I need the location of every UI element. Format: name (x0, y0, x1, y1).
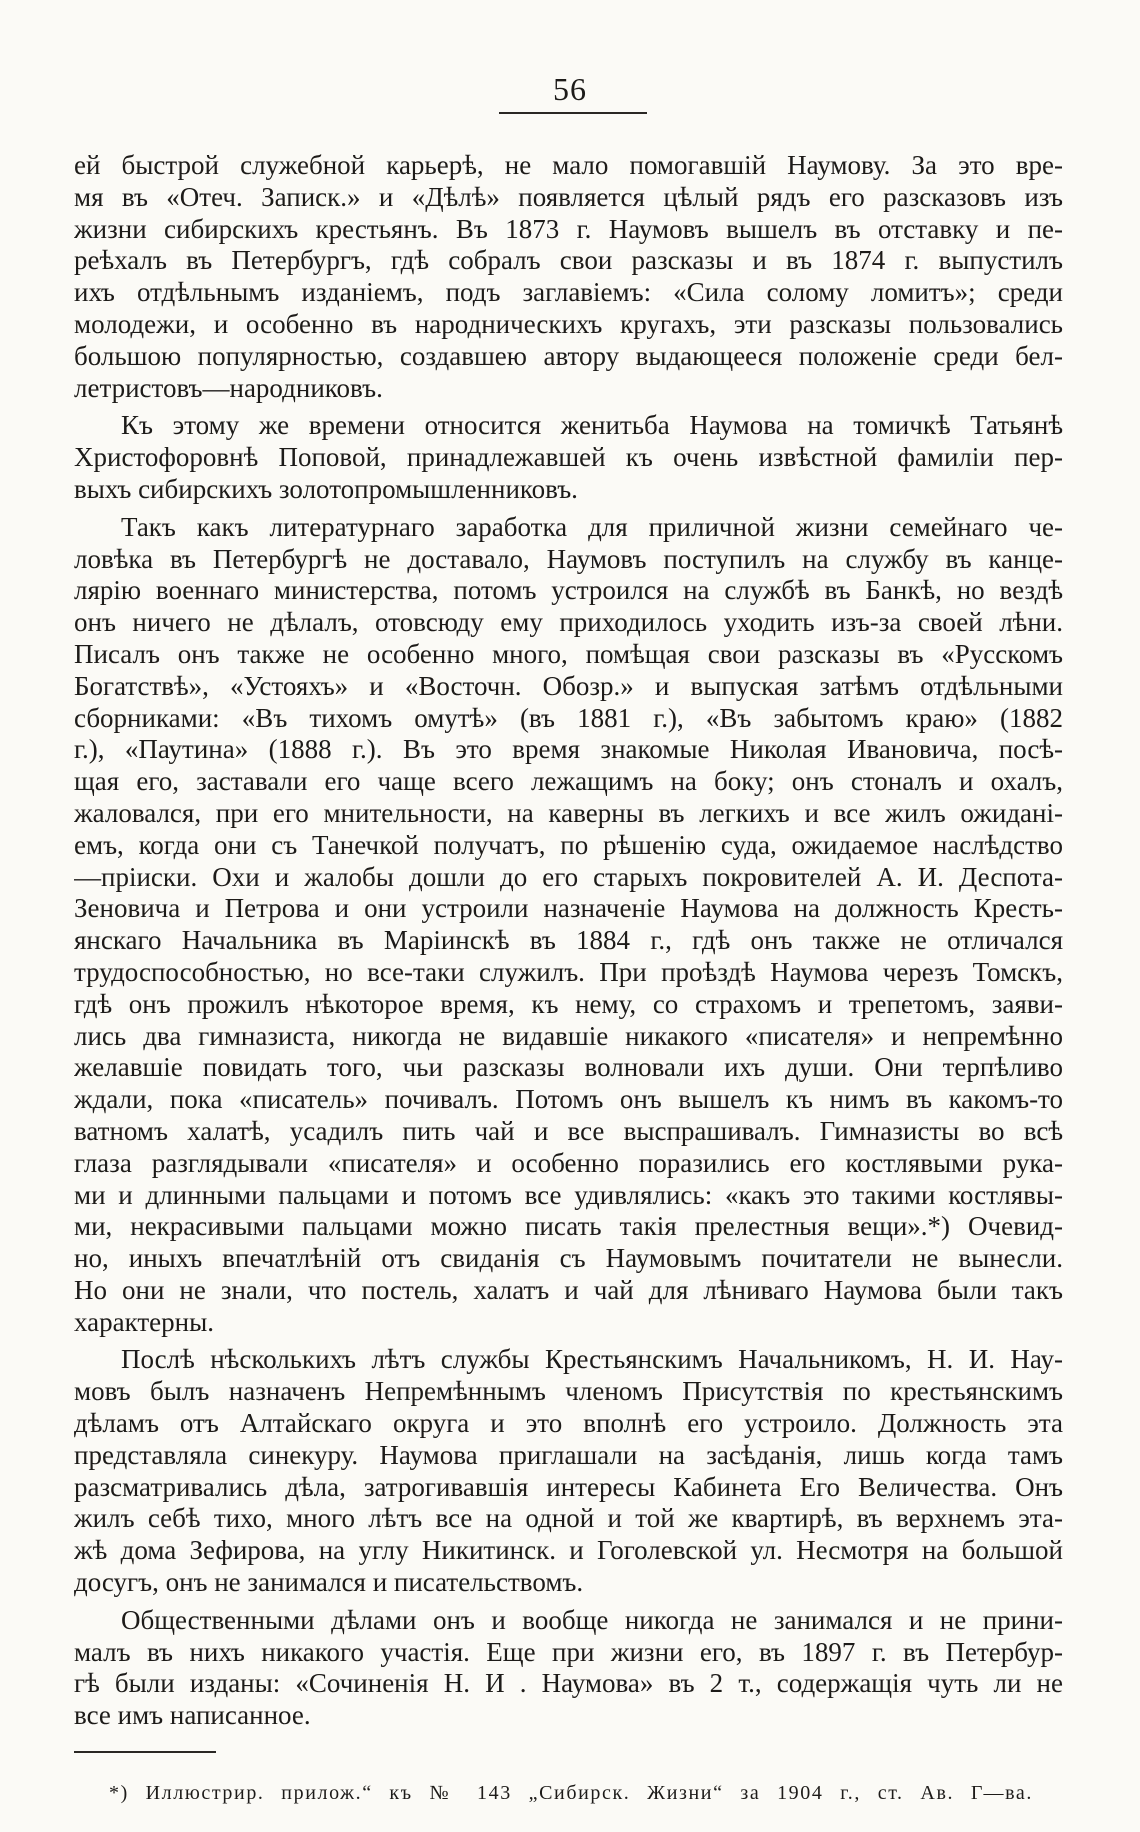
text-line: —пріиски. Охи и жалобы дошли до его старыхъ покровителей А. И. Деспота- (74, 861, 1063, 892)
text-line: онъ ничего не дѣлалъ, отовсюду ему приходилось уходить изъ-за своей лѣни. (74, 607, 1063, 638)
text-line: гдѣ онъ прожилъ нѣкоторое время, къ нему, со страхомъ и трепетомъ, заяви- (74, 988, 1063, 1019)
text-line: Писалъ онъ также не особенно много, помѣщая свои разсказы въ «Русскомъ (74, 638, 1063, 669)
page-number-rule (499, 112, 647, 114)
text-line: мя въ «Отеч. Записк.» и «Дѣлѣ» появляется цѣлый рядъ его разсказовъ изъ (74, 181, 1063, 212)
text-line: выхъ сибирскихъ золотопромышленниковъ. (74, 473, 578, 504)
text-line: представляла синекуру. Наумова приглашали на засѣданія, лишь когда тамъ (74, 1439, 1063, 1470)
text-line: Къ этому же времени относится женитьба Наумова на томичкѣ Татьянѣ (121, 410, 1063, 441)
text-line: емъ, когда они съ Танечкой получатъ, по рѣшенію суда, ожидаемое наслѣдство (74, 829, 1063, 860)
text-line: Но они не знали, что постель, халатъ и чай для лѣниваго Наумова были такъ (74, 1274, 1063, 1305)
footnote-rule (74, 1751, 216, 1753)
text-line: глаза разглядывали «писателя» и особенно поразились его костлявыми рука- (74, 1147, 1063, 1178)
text-line: реѣхалъ въ Петербургъ, гдѣ собралъ свои разсказы и въ 1874 г. выпустилъ (74, 245, 1063, 276)
text-line: г.), «Паутина» (1888 г.). Въ это время знакомые Николая Ивановича, посѣ- (74, 734, 1063, 765)
text-line: Послѣ нѣсколькихъ лѣтъ службы Крестьянскимъ Начальникомъ, Н. И. Нау- (121, 1344, 1063, 1375)
text-line: Общественными дѣлами онъ и вообще никогда не занимался и не прини- (121, 1604, 1063, 1635)
text-line: большою популярностью, создавшею автору выдающееся положеніе среди бел- (74, 340, 1063, 371)
text-line: Богатствѣ», «Устояхъ» и «Восточн. Обозр.» и выпуская затѣмъ отдѣльными (74, 670, 1063, 701)
text-line: летристовъ—народниковъ. (74, 372, 383, 403)
text-line: лись два гимназиста, никогда не видавшіе никакого «писателя» и непремѣнно (74, 1020, 1063, 1051)
text-line: жизни сибирскихъ крестьянъ. Въ 1873 г. Наумовъ вышелъ въ отставку и пе- (74, 213, 1063, 244)
text-line: трудоспособностью, но все-таки служилъ. При проѣздѣ Наумова черезъ Томскъ, (74, 956, 1063, 987)
text-body (74, 150, 1063, 1732)
text-line: щая его, заставали его чаще всего лежащимъ на боку; онъ стоналъ и охалъ, (74, 766, 1063, 797)
paragraph (74, 1344, 1063, 1598)
text-line: лярію военнаго министерства, потомъ устроился на службѣ въ Банкѣ, но вездѣ (74, 575, 1063, 606)
paragraph (74, 512, 1063, 1339)
footnote: *) Иллюстрир. прилож.“ къ № 143 „Сибирск. Жизни“ за 1904 г., ст. Ав. Г—ва. (109, 1782, 1033, 1804)
text-line: ми и длинными пальцами и потомъ все удивлялись: «какъ это такими костлявы- (74, 1179, 1063, 1210)
text-line: Такъ какъ литературнаго заработка для приличной жизни семейнаго че- (121, 511, 1063, 542)
text-line: ждали, пока «писатель» почивалъ. Потомъ онъ вышелъ къ нимъ въ какомъ-то (74, 1084, 1063, 1115)
paragraph (74, 1605, 1063, 1732)
text-line: ми, некрасивыми пальцами можно писать такія прелестныя вещи».*) Очевид- (74, 1211, 1063, 1242)
text-line: Зеновича и Петрова и они устроили назначеніе Наумова на должность Кресть- (74, 893, 1063, 924)
text-line: жаловался, при его мнительности, на каверны въ легкихъ и все жилъ ожидані- (74, 797, 1063, 828)
text-line: ихъ отдѣльнымъ изданіемъ, подъ заглавіемъ: «Сила солому ломитъ»; среди (74, 277, 1063, 308)
text-line: жѣ дома Зефирова, на углу Никитинск. и Гоголевской ул. Несмотря на большой (74, 1535, 1063, 1566)
text-line: досугъ, онъ не занимался и писательствомъ. (74, 1567, 584, 1598)
text-line: сборниками: «Въ тихомъ омутѣ» (въ 1881 г.), «Въ забытомъ краю» (1882 (74, 702, 1063, 733)
text-line: но, иныхъ впечатлѣній отъ свиданія съ Наумовымъ почитатели не вынесли. (74, 1243, 1063, 1274)
text-line: характерны. (74, 1306, 214, 1337)
text-line: разсматривались дѣла, затрогивавшія интересы Кабинета Его Величества. Онъ (74, 1471, 1063, 1502)
page-number: 56 (553, 71, 587, 107)
text-line: жилъ себѣ тихо, много лѣтъ все на одной и той же квартирѣ, въ верхнемъ эта- (74, 1503, 1063, 1534)
text-line: молодежи, и особенно въ народническихъ кругахъ, эти разсказы пользовались (74, 308, 1063, 339)
text-line: все имъ написанное. (74, 1700, 311, 1731)
text-line: желавшіе повидать того, чьи разсказы волновали ихъ души. Они терпѣливо (74, 1052, 1063, 1083)
text-line: Христофоровнѣ Поповой, принадлежавшей къ очень извѣстной фамиліи пер- (74, 442, 1063, 473)
text-line: ей быстрой служебной карьерѣ, не мало помогавшій Наумову. За это вре- (74, 150, 1063, 180)
text-line: гѣ были изданы: «Сочиненія Н. И . Наумова» въ 2 т., содержащія чуть ли не (74, 1668, 1063, 1699)
text-line: малъ въ нихъ никакого участія. Еще при жизни его, въ 1897 г. въ Петербур- (74, 1636, 1063, 1667)
paragraph (74, 410, 1063, 505)
paragraph (74, 150, 1063, 404)
text-line: дѣламъ отъ Алтайскаго округа и это вполнѣ его устроило. Должность эта (74, 1408, 1063, 1439)
text-line: мовъ былъ назначенъ Непремѣннымъ членомъ Присутствія по крестьянскимъ (74, 1376, 1063, 1407)
text-line: янскаго Начальника въ Маріинскѣ въ 1884 г., гдѣ онъ также не отличался (74, 925, 1063, 956)
text-line: ловѣка въ Петербургѣ не доставало, Наумовъ поступилъ на службу въ канце- (74, 543, 1063, 574)
text-line: ватномъ халатѣ, усадилъ пить чай и все выспрашивалъ. Гимназисты во всѣ (74, 1115, 1063, 1146)
